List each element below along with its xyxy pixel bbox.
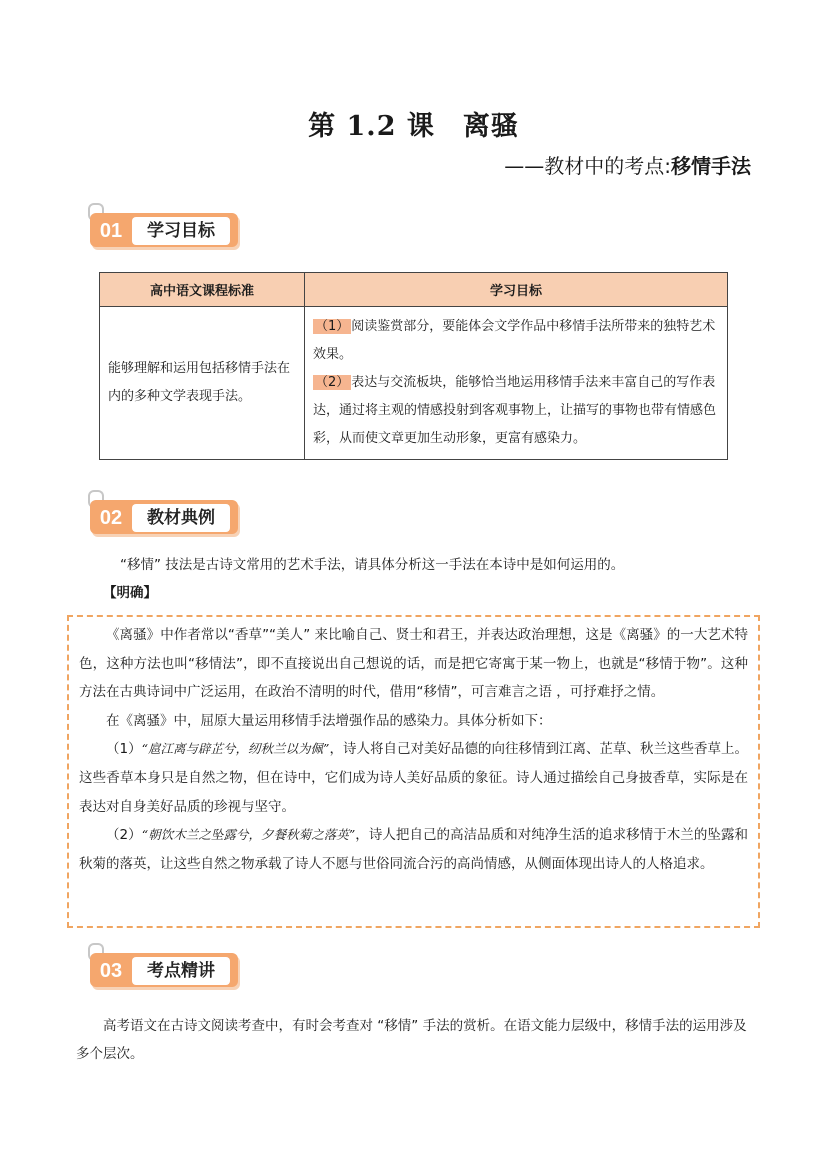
section-number: 03 [99,960,123,982]
page-title: 第 1.2 课 离骚 [308,111,519,142]
answer-paragraph: 《离骚》中作者常以“香草”“美人” 来比喻自己、贤士和君王，并表达政治理想，这是《离骚》的一大艺术特色，这种方法也叫“移情法”，即不直接说出自己想说的话，而是把它寄寓于某一物上，也就是“移情于物”。这种方法在古典诗词中广泛运用，在政治不清明的时代，借用“移情”，可言难言之语 ，可抒难抒之情。 [79,627,748,701]
table-header-row [100,273,728,307]
goal-tag: （2） [315,375,350,390]
point-text: ，诗人把自己的高洁品质和对纯净生活的追求移情于木兰的坠露和秋菊的落英，让这些自然之物承载了诗人不愿与世俗同流合污的高尚情感，从侧面体现出诗人的人格追求。 [79,827,748,872]
point-number: （1） [106,741,142,758]
section-number: 01 [99,220,123,242]
poem-quote: “朝饮木兰之坠露兮，夕餐秋菊之落英” [141,827,356,843]
table-header-standard: 高中语文课程标准 [100,273,305,307]
example-question: “移情” 技法是古诗文常用的艺术手法，请具体分析这一手法在本诗中是如何运用的。 [120,557,625,573]
section-label: 学习目标 [132,217,230,245]
section-badge-01 [88,203,248,253]
section-number: 02 [99,507,123,529]
goal-item [313,313,719,369]
table-header-goals: 学习目标 [305,273,728,307]
goal-text: 表达与交流板块，能够恰当地运用移情手法来丰富自己的写作表达，通过将主观的情感投射到客观事物上，让描写的事物也带有情感色彩，从而使文章更加生动形象，更富有感染力。 [313,375,717,446]
point-number: （2） [106,827,142,844]
poem-quote: “扈江离与辟芷兮，纫秋兰以为佩” [141,741,330,757]
section-badge-02 [88,490,248,540]
goals-cell [305,307,728,460]
analysis-paragraph: 高考语文在古诗文阅读考查中，有时会考查对 “移情” 手法的赏析。在语文能力层级中，移情手法的运用涉及多个层次。 [76,1018,747,1062]
section-label: 教材典例 [132,504,230,532]
page-subtitle [504,150,751,179]
table-row [100,307,728,460]
answer-point [79,821,748,878]
standard-cell: 能够理解和运用包括移情手法在内的多种文学表现手法。 [100,307,305,460]
answer-paragraph: 在《离骚》中，屈原大量运用移情手法增强作品的感染力。具体分析如下： [106,712,552,729]
goal-text: 阅读鉴赏部分，要能体会文学作品中移情手法所带来的独特艺术效果。 [313,319,716,362]
section-badge-03 [88,943,248,993]
goal-item [313,369,719,453]
answer-box [67,615,760,928]
point-text: ，诗人将自己对美好品德的向往移情到江离、芷草、秋兰这些香草上。这些香草本身只是自然之物，但在诗中，它们成为诗人美好品质的象征。诗人通过描绘自己身披香草，实际是在表达对自身美好品质的珍视与坚守。 [79,741,749,815]
answer-point [79,735,748,821]
goals-table [99,272,728,460]
section-label: 考点精讲 [132,957,230,985]
subtitle-prefix: ——教材中的考点: [504,154,671,178]
subtitle-topic: 移情手法 [671,154,751,178]
goal-tag: （1） [315,319,350,334]
answer-label: 【明确】 [103,585,157,601]
